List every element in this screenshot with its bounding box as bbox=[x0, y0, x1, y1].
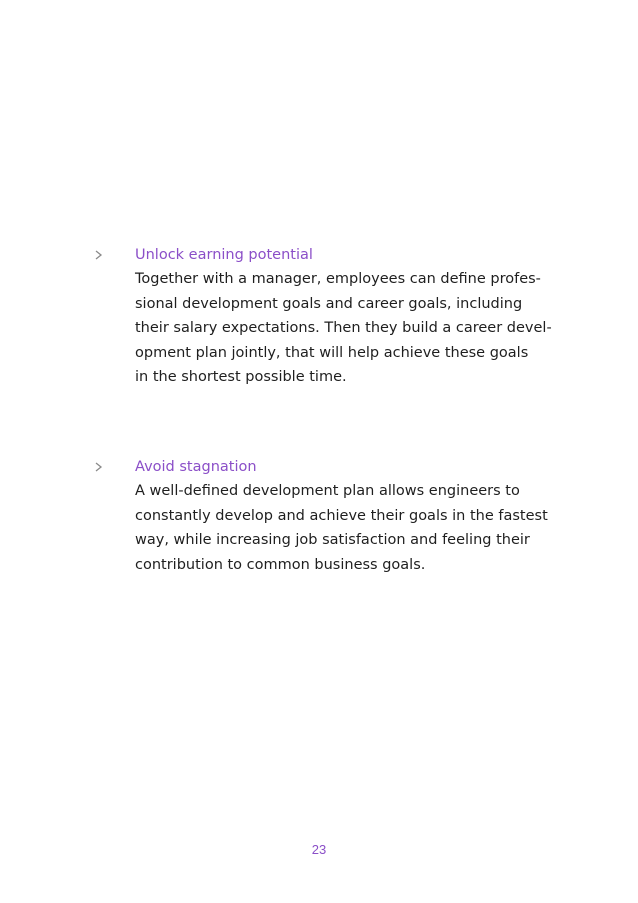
body-line: sional development goals and career goals, including bbox=[135, 295, 523, 312]
chevron-right-icon bbox=[94, 246, 108, 264]
body-line: contribution to common business goals. bbox=[135, 556, 426, 573]
page-number: 23 bbox=[311, 842, 327, 857]
body-line: way, while increasing job satisfaction and feeling their bbox=[135, 532, 530, 548]
chevron-right-icon bbox=[94, 458, 108, 476]
section-heading: Avoid stagnation bbox=[135, 459, 257, 475]
section-body bbox=[135, 479, 555, 577]
bullet-content bbox=[135, 245, 555, 390]
body-line: A well-defined development plan allows engineers to bbox=[135, 483, 520, 499]
section-heading: Unlock earning potential bbox=[135, 247, 313, 263]
body-line: in the shortest possible time. bbox=[135, 369, 347, 385]
body-line: Together with a manager, employees can define profes- bbox=[135, 271, 541, 287]
bullet-content bbox=[135, 457, 555, 577]
body-line: opment plan jointly, that will help achieve these goals bbox=[135, 344, 529, 361]
section-body bbox=[135, 267, 555, 390]
body-line: their salary expectations. Then they build a career devel- bbox=[135, 320, 552, 336]
body-line: constantly develop and achieve their goals in the fastest bbox=[135, 507, 548, 524]
